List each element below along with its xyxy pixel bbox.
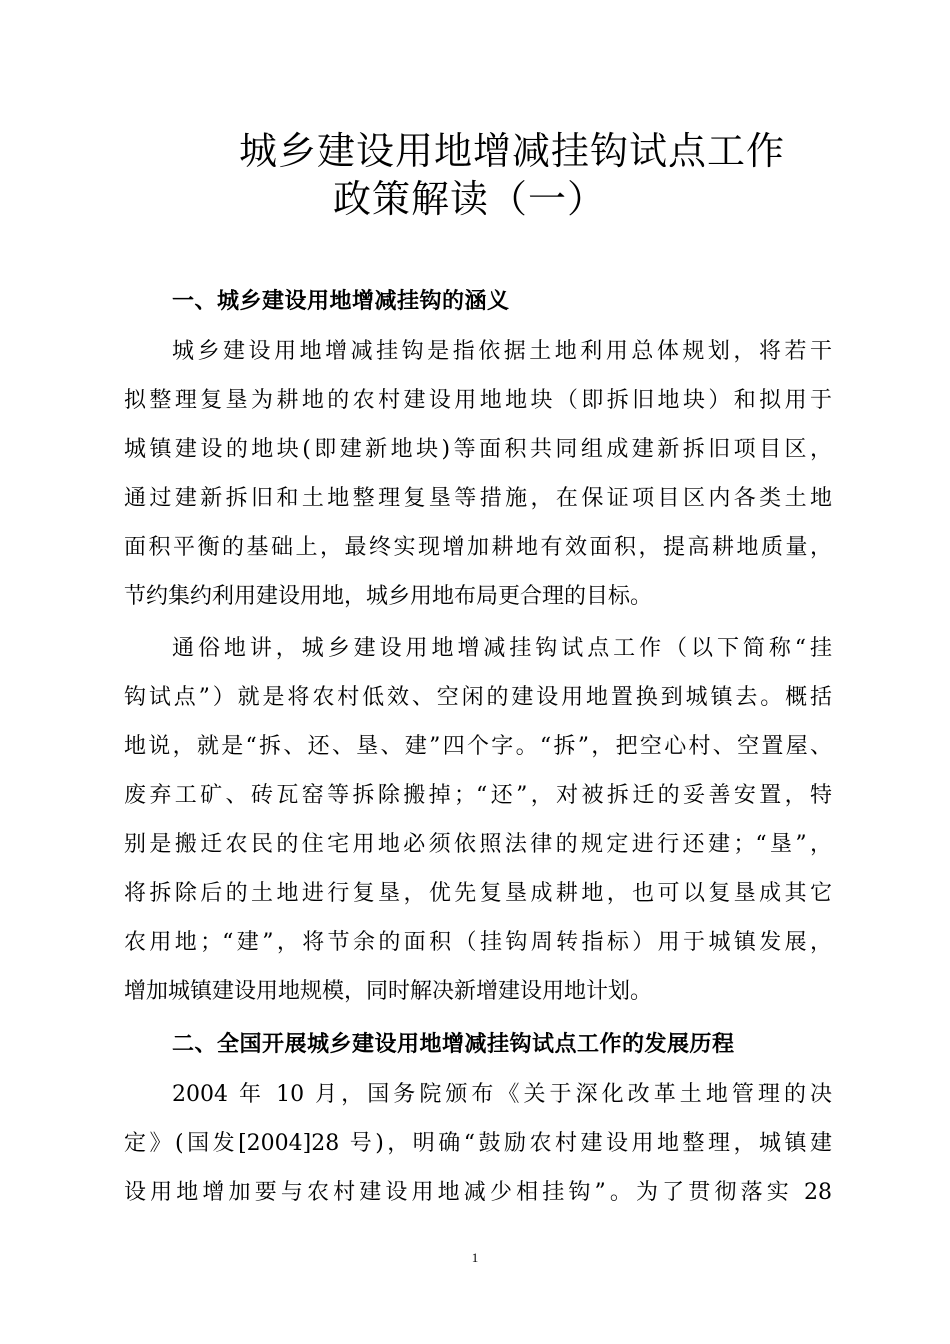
paragraph-line: 通过建新拆旧和土地整理复垦等措施，在保证项目区内各类土地 xyxy=(124,486,832,511)
page-number: 1 xyxy=(471,1250,479,1265)
paragraph-line: 农用地；“建”，将节余的面积（挂钩周转指标）用于城镇发展， xyxy=(124,930,832,955)
document-title-line-1: 城乡建设用地增减挂钩试点工作 xyxy=(239,129,786,173)
paragraph-line: 定》(国发[2004]28 号)，明确“鼓励农村建设用地整理，城镇建 xyxy=(124,1131,832,1156)
document-title-line-2: 政策解读（一） xyxy=(333,177,607,221)
paragraph-line: 废弃工矿、砖瓦窑等拆除搬掉；“还”，对被拆迁的妥善安置，特 xyxy=(124,783,832,808)
paragraph-line: 节约集约利用建设用地，城乡用地布局更合理的目标。 xyxy=(124,584,653,609)
paragraph-line: 钩试点”）就是将农村低效、空闲的建设用地置换到城镇去。概括 xyxy=(124,685,832,710)
paragraph-line: 将拆除后的土地进行复垦，优先复垦成耕地，也可以复垦成其它 xyxy=(124,881,832,906)
paragraph-line: 通俗地讲，城乡建设用地增减挂钩试点工作（以下简称“挂 xyxy=(172,636,832,661)
paragraph-line: 地说，就是“拆、还、垦、建”四个字。“拆”，把空心村、空置屋、 xyxy=(124,734,832,759)
paragraph-line: 城镇建设的地块(即建新地块)等面积共同组成建新拆旧项目区， xyxy=(124,437,832,462)
section-1-heading: 一、城乡建设用地增减挂钩的涵义 xyxy=(172,288,510,314)
paragraph-line: 增加城镇建设用地规模，同时解决新增建设用地计划。 xyxy=(124,979,653,1004)
paragraph-line: 城乡建设用地增减挂钩是指依据土地利用总体规划，将若干 xyxy=(172,339,832,364)
paragraph-line: 拟整理复垦为耕地的农村建设用地地块（即拆旧地块）和拟用于 xyxy=(124,388,832,413)
section-2-heading: 二、全国开展城乡建设用地增减挂钩试点工作的发展历程 xyxy=(172,1031,735,1057)
paragraph-line: 2004 年 10 月，国务院颁布《关于深化改革土地管理的决 xyxy=(172,1082,832,1107)
paragraph-line: 面积平衡的基础上，最终实现增加耕地有效面积，提高耕地质量， xyxy=(124,535,832,560)
paragraph-line: 设用地增加要与农村建设用地减少相挂钩”。为了贯彻落实 28 xyxy=(124,1180,832,1205)
paragraph-line: 别是搬迁农民的住宅用地必须依照法律的规定进行还建；“垦”， xyxy=(124,832,832,857)
